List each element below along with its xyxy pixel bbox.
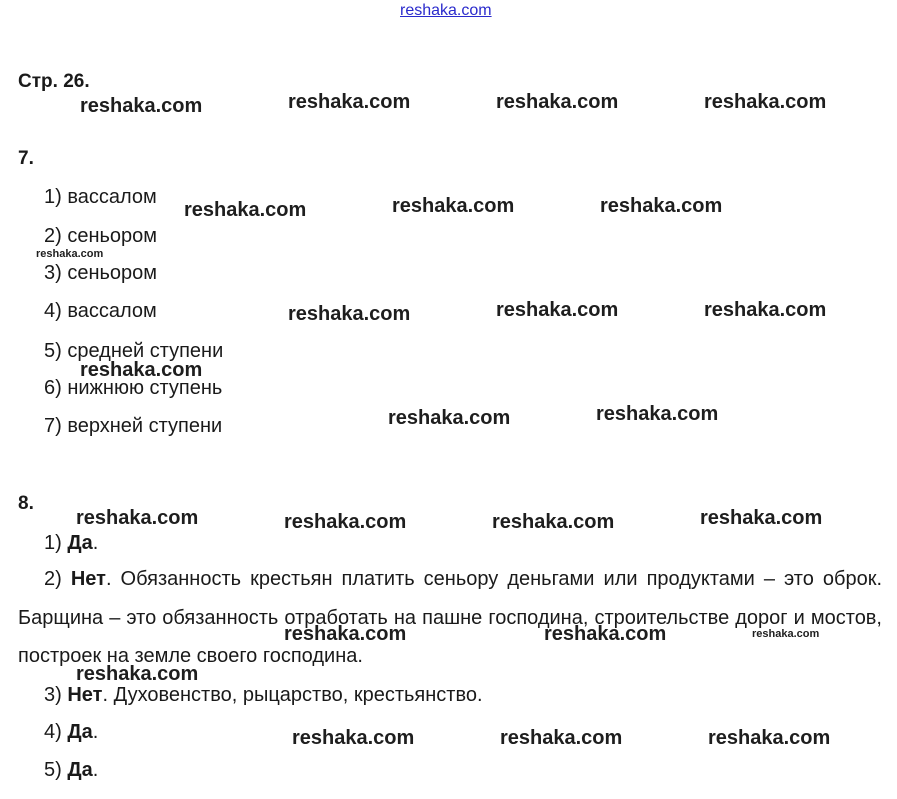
- watermark: reshaka.com: [80, 359, 203, 381]
- task-7-answer-1: 1) вассалом: [44, 186, 157, 208]
- watermark: reshaka.com: [288, 91, 411, 113]
- task-7-answer-7: 7) верхней ступени: [44, 415, 223, 437]
- item-verdict: Да: [67, 532, 93, 554]
- item-text: .: [92, 532, 99, 554]
- watermark: reshaka.com: [284, 511, 407, 533]
- item-text: . Духовенство, рыцарство, крестьянство.: [102, 684, 483, 706]
- watermark: reshaka.com: [496, 91, 619, 113]
- watermark: reshaka.com: [492, 511, 615, 533]
- watermark: reshaka.com: [392, 195, 515, 217]
- page-ref: Стр. 26.: [18, 71, 90, 92]
- item-verdict: Нет: [70, 568, 106, 590]
- watermark: reshaka.com: [704, 91, 827, 113]
- watermark: reshaka.com: [544, 623, 667, 645]
- site-link[interactable]: reshaka.com: [400, 2, 492, 19]
- watermark: reshaka.com: [600, 195, 723, 217]
- watermark: reshaka.com: [184, 199, 307, 221]
- task-7-answer-2: 2) сеньором: [44, 225, 158, 247]
- task-8-item-1: [44, 532, 98, 555]
- task-7-answer-6: 6) нижнюю ступень: [44, 377, 223, 399]
- watermark: reshaka.com: [288, 303, 411, 325]
- item-text: . Обязанность крестьян платить сеньору деньгами или продуктами – это оброк. Барщина – это обязанность отработать на пашне господина, строительстве дорог и мостов, построек на земле своего господина.: [18, 568, 883, 667]
- item-number: 1): [44, 532, 62, 554]
- item-number: 2): [44, 568, 62, 590]
- watermark: reshaka.com: [496, 299, 619, 321]
- item-verdict: Да: [67, 759, 93, 781]
- task-8-item-5: [44, 759, 98, 782]
- watermark: reshaka.com: [700, 507, 823, 529]
- task-8-item-2: [18, 560, 882, 676]
- task-7-answer-5: 5) средней ступени: [44, 340, 224, 362]
- item-text: .: [92, 721, 99, 743]
- watermark: reshaka.com: [500, 727, 623, 749]
- watermark: reshaka.com: [704, 299, 827, 321]
- task-7-answer-4: 4) вассалом: [44, 300, 157, 322]
- watermark: reshaka.com: [80, 95, 203, 117]
- item-text: .: [92, 759, 99, 781]
- task-8-number: 8.: [18, 493, 34, 514]
- item-number: 5): [44, 759, 62, 781]
- task-8-item-3: [44, 684, 483, 707]
- watermark: reshaka.com: [76, 663, 199, 685]
- task-8-item-4: [44, 721, 98, 744]
- task-7-number: 7.: [18, 148, 34, 169]
- item-verdict: Нет: [67, 684, 103, 706]
- task-7-answer-3: 3) сеньором: [44, 262, 158, 284]
- item-number: 4): [44, 721, 62, 743]
- item-number: 3): [44, 684, 62, 706]
- watermark: reshaka.com: [292, 727, 415, 749]
- watermark: reshaka.com: [752, 628, 820, 640]
- watermark: reshaka.com: [284, 623, 407, 645]
- watermark: reshaka.com: [596, 403, 719, 425]
- item-verdict: Да: [67, 721, 93, 743]
- watermark: reshaka.com: [36, 248, 104, 260]
- watermark: reshaka.com: [76, 507, 199, 529]
- watermark: reshaka.com: [388, 407, 511, 429]
- watermark: reshaka.com: [708, 727, 831, 749]
